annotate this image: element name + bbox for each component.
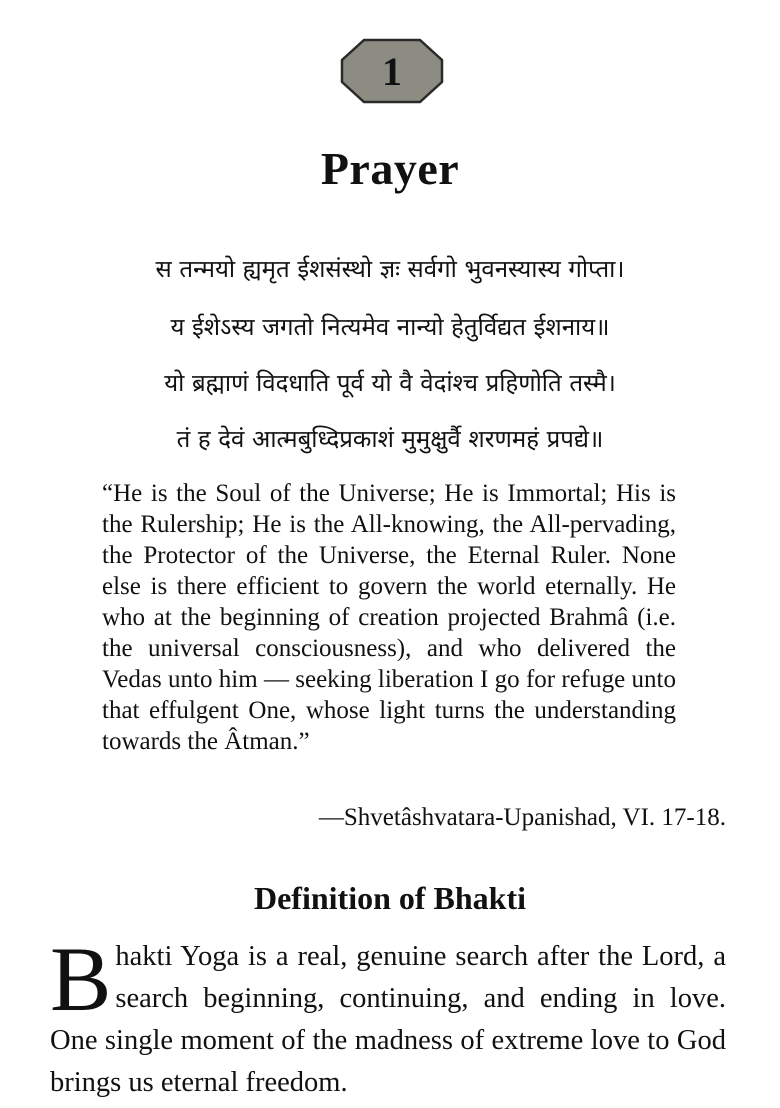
sanskrit-verse-line: स तन्मयो ह्यमृत ईशसंस्थो ज्ञः सर्वगो भुवनस्यास्य गोप्ता। (155, 255, 625, 283)
chapter-number: 1 (382, 49, 402, 94)
body-paragraph (50, 928, 726, 1104)
source-attribution: —Shvetâshvatara-Upanishad, VI. 17-18. (318, 804, 726, 831)
verse-translation: “He is the Soul of the Universe; He is Immortal; His is the Rulership; He is the All-knowing, the All-pervading, the Protector of the Universe, the Eternal Ruler. None else is there efficient to govern the world eternally. He who at the beginning of creation projected Brahmâ (i.e. the universal consciousness), and who delivered the Vedas unto him — seeking liberation I go for refuge unto that effulgent One, whose light turns the understanding towards the Âtman.” (102, 480, 676, 755)
chapter-title: Prayer (320, 143, 460, 194)
section-heading: Definition of Bhakti (253, 880, 527, 916)
drop-cap-letter: B (50, 928, 112, 1030)
sanskrit-verse-line: यो ब्रह्माणं विदधाति पूर्व यो वै वेदांश्च प्रहिणोति तस्मै। (164, 369, 616, 397)
sanskrit-verse-line: य ईशेऽस्य जगतो नित्यमेव नान्यो हेतुर्विद्यत ईशनाय॥ (170, 313, 610, 341)
chapter-number-badge (340, 38, 444, 104)
body-text: hakti Yoga is a real, genuine search after the Lord, a search beginning, continuing, and ending in love. One single moment of the madness of extreme love to God brings us eternal freedom. (50, 941, 726, 1098)
sanskrit-verse-line: तं ह देवं आत्मबुध्दिप्रकाशं मुमुक्षुर्वै शरणमहं प्रपद्ये॥ (176, 425, 604, 453)
